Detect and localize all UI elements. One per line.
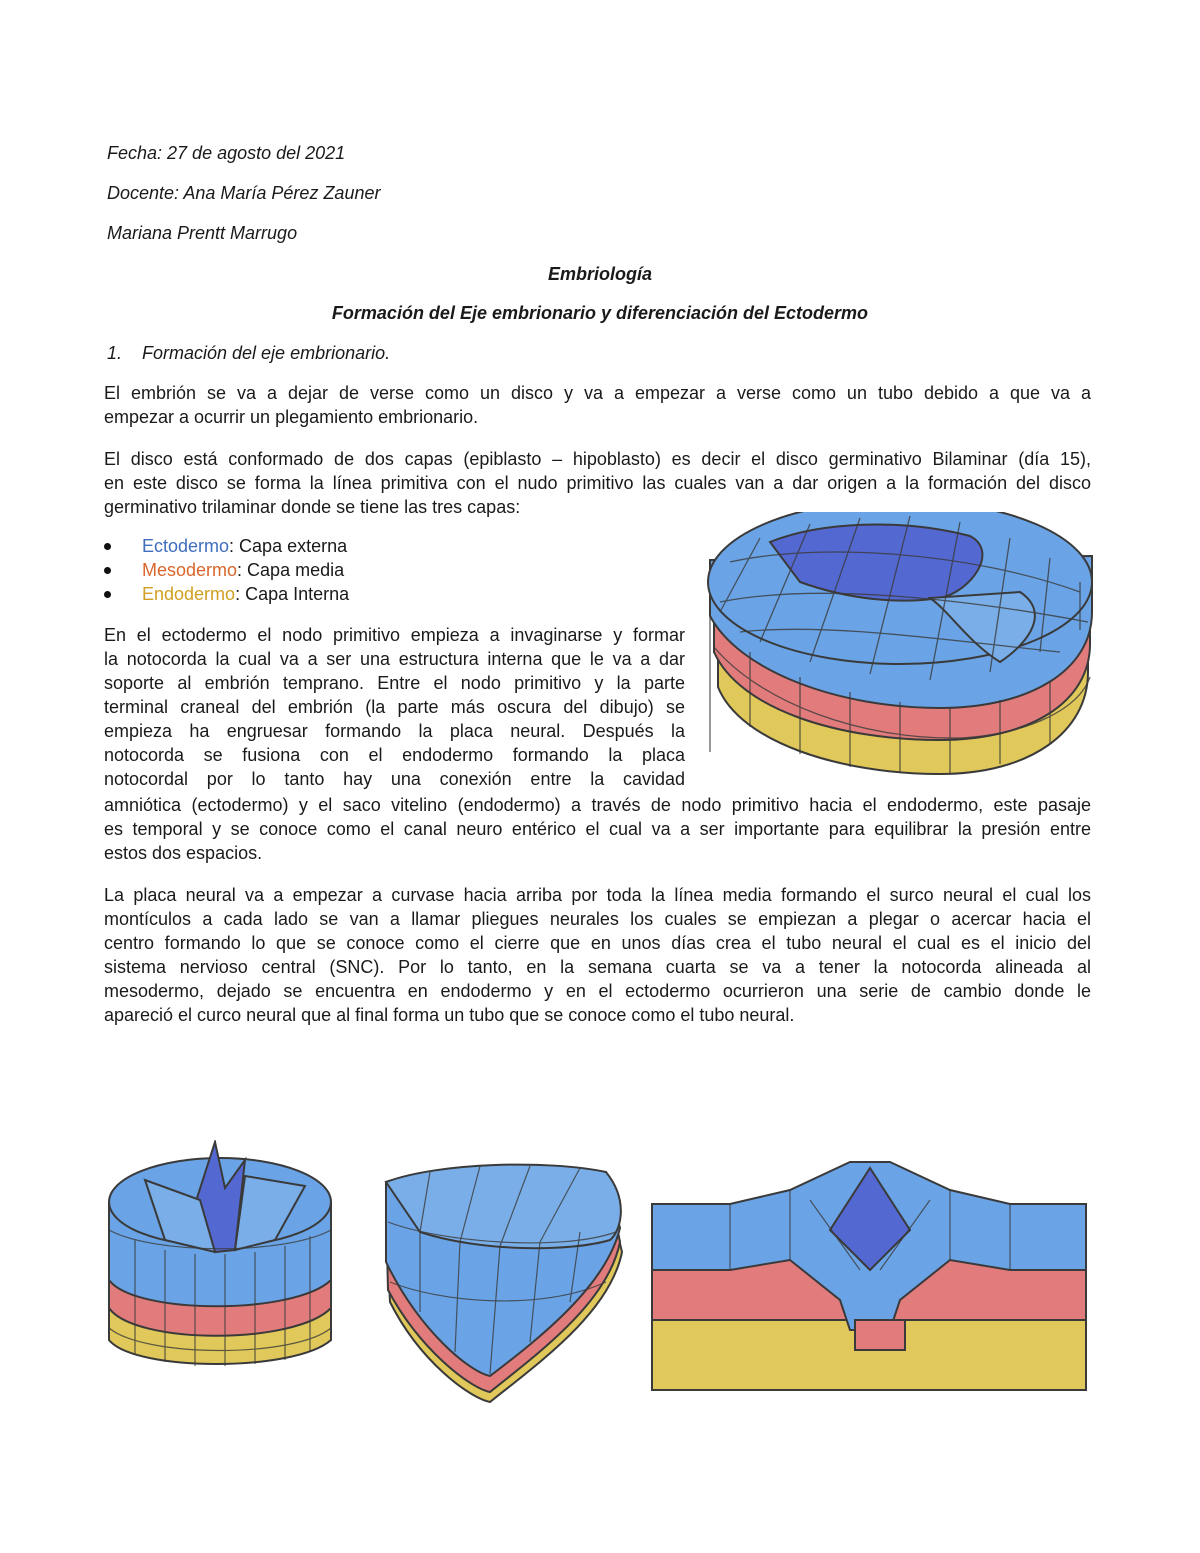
p4-line: La placa neural va a empezar a curvase hacia arriba por toda la línea media formando el surco neural el cual los: [104, 885, 1091, 905]
section-heading: Formación del eje embrionario.: [142, 343, 391, 363]
neural-tube-section-illustration: [650, 1160, 1090, 1392]
document-title: Embriología: [547, 264, 652, 284]
layer-name: Endodermo: [142, 584, 236, 604]
bullet-icon: [104, 543, 111, 550]
p3-line: amniótica (ectodermo) y el saco vitelino (endodermo) a través de nodo primitivo hacia el endodermo, este pasaje: [104, 795, 1091, 815]
teacher-line: Docente: Ana María Pérez Zauner: [107, 183, 381, 203]
document-subtitle: Formación del Eje embrionario y diferenciación del Ectodermo: [331, 303, 869, 323]
layer-name: Mesodermo: [142, 560, 238, 580]
layer-desc: : Capa media: [237, 560, 345, 580]
p3-line: notocorda se fusiona con el endodermo formando la placa: [104, 745, 685, 765]
p1-line: El embrión se va a dejar de verse como un disco y va a empezar a verse como un tubo debido a que va a: [104, 383, 1091, 403]
p2-line: El disco está conformado de dos capas (epiblasto – hipoblasto) es decir el disco germinativo Bilaminar (día 15),: [104, 449, 1091, 469]
neural-folds-illustration: [105, 1140, 335, 1380]
embryo-folding-illustration: [380, 1162, 630, 1404]
trilaminar-disc-illustration: [700, 512, 1100, 782]
p3-line: terminal craneal del embrión (la parte más oscura del dibujo) se: [104, 697, 685, 717]
paragraph-2: [104, 447, 1091, 519]
layer-desc: : Capa Interna: [235, 584, 350, 604]
paragraph-3-wrapped: [104, 623, 685, 791]
p4-line: sistema nervioso central (SNC). Por lo tanto, en la semana cuarta se va a tener la notocorda alineada al: [104, 957, 1091, 977]
p2-line: germinativo trilaminar donde se tiene las tres capas:: [104, 497, 521, 517]
p3-line: En el ectodermo el nodo primitivo empieza a invaginarse y formar: [104, 625, 685, 645]
bullet-icon: [104, 591, 111, 598]
p3-line: soporte al embrión temprano. Entre el nodo primitivo y la parte: [104, 673, 685, 693]
p4-line: mesodermo, dejado se encuentra en endodermo y en el ectodermo ocurrieron una serie de cambio donde le: [104, 981, 1091, 1001]
p3-line: estos dos espacios.: [104, 843, 263, 863]
paragraph-3-full: [104, 793, 1091, 865]
p4-line: centro formando lo que se conoce como el cierre que en unos días crea el tubo neural el cual es el inicio del: [104, 933, 1091, 953]
bullet-icon: [104, 567, 111, 574]
p3-line: la notocorda la cual va a ser una estructura interna que le va a dar: [104, 649, 685, 669]
p3-line: empieza ha engruesar formando la placa neural. Después la: [104, 721, 685, 741]
layer-desc: : Capa externa: [229, 536, 348, 556]
paragraph-4: [104, 883, 1091, 1027]
layer-name: Ectodermo: [142, 536, 230, 556]
p2-line: en este disco se forma la línea primitiva con el nudo primitivo las cuales van a dar origen a la formación del disco: [104, 473, 1091, 493]
p4-line: montículos a cada lado se van a llamar pliegues neurales los cuales se empiezan a plegar o acercar hacia el: [104, 909, 1091, 929]
p3-line: es temporal y se conoce como el canal neuro entérico el cual va a ser importante para equilibrar la presión entre: [104, 819, 1091, 839]
author-line: Mariana Prentt Marrugo: [107, 223, 298, 243]
paragraph-1: [104, 381, 1091, 429]
section-number: 1.: [107, 343, 123, 363]
date-line: Fecha: 27 de agosto del 2021: [107, 143, 346, 163]
p1-line: empezar a ocurrir un plegamiento embrionario.: [104, 407, 479, 427]
p3-line: notocordal por lo tanto hay una conexión entre la cavidad: [104, 769, 685, 789]
p4-line: apareció el curco neural que al final forma un tubo que se conoce como el tubo neural.: [104, 1005, 795, 1025]
